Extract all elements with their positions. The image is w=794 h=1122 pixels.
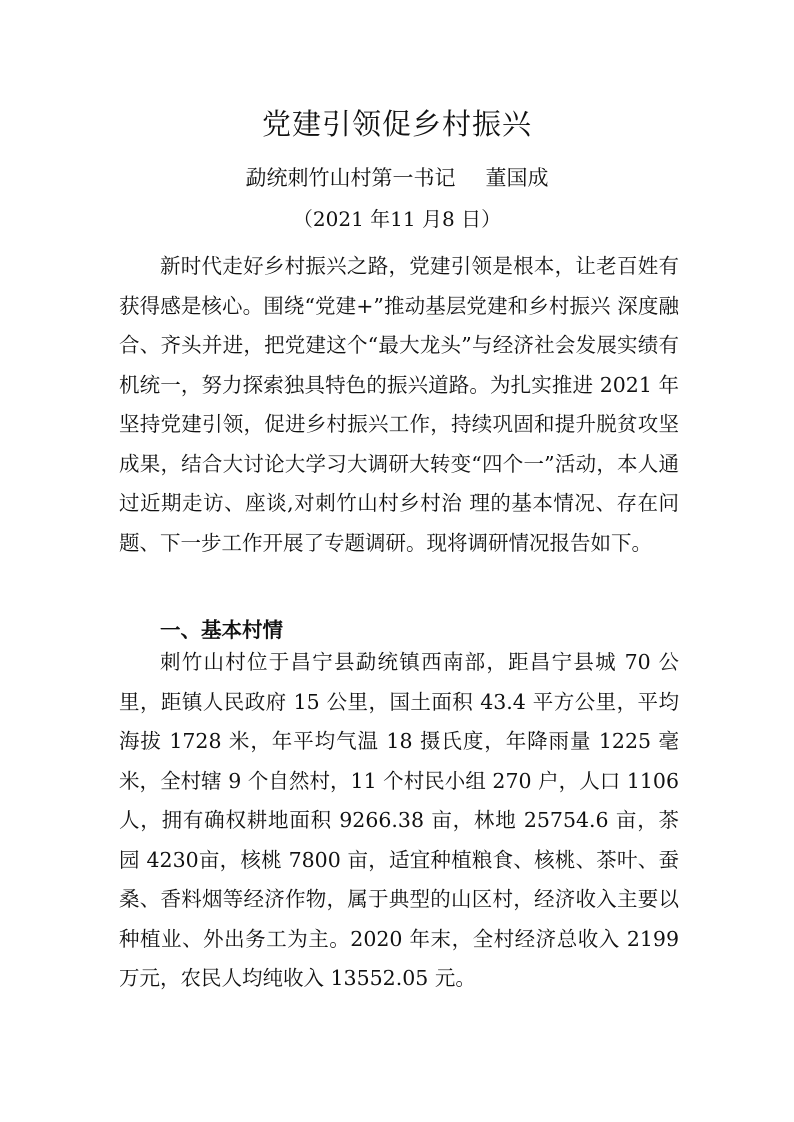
document-date: （2021 年11 月8 日）	[292, 207, 502, 231]
intro-paragraph: 新时代走好乡村振兴之路，党建引领是根本，让老百姓有获得感是核心。围绕“党建+”推动基层党建和乡村振兴 深度融合、齐头并进，把党建这个“最大龙头”与经济社会发展实绩有机统一，努力探索独具特色的振兴道路。为扎实推进 2021 年坚持党建引领，促进乡村振兴工作，持续巩固和提升脱贫攻坚成果，结合大讨论大学习大调研大转变“四个一”活动，本人通过近期走访、座谈,对刺竹山村乡村治 理的基本情况、存在问题、下一步工作开展了专题调研。现将调研情况报告如下。	[119, 254, 679, 555]
author-role: 勐统刺竹山村第一书记	[245, 166, 456, 190]
village-info-paragraph: 刺竹山村位于昌宁县勐统镇西南部，距昌宁县城 70 公里，距镇人民政府 15 公里，国土面积 43.4 平方公里，平均海拔 1728 米，年平均气温 18 摄氏度，年降雨量 1225 毫米，全村辖 9 个自然村，11 个村民小组 270 户，人口 1106 人，拥有确权耕地面积 9266.38 亩，林地 25754.6 亩，茶园 4230亩，核桃 7800 亩，适宜种植粮食、核桃、茶叶、蚕桑、香料烟等经济作物，属于典型的山区村，经济收入主要以种植业、外出务工为主。2020 年末，全村经济总收入 2199 万元，农民人均纯收入 13552.05 元。	[119, 650, 679, 990]
author-line	[0, 163, 794, 193]
section-heading: 一、基本村情	[160, 618, 283, 642]
author-name: 董国成	[485, 166, 549, 190]
document-title: 党建引领促乡村振兴	[261, 107, 532, 141]
